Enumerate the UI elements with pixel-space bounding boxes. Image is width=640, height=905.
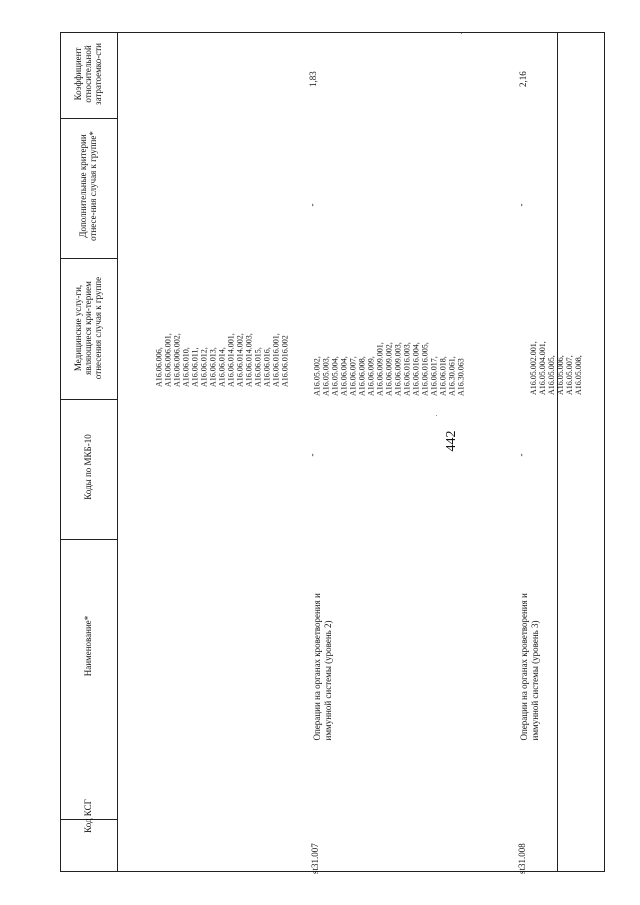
continuation-codes: A16.06.006, A16.06.006.001, A16.06.006.002, A16.06.010, A16.06.011, A16.06.012, A16.06.013, A16.06.014, A16.06.014.001, A16.06.014.002, A16.06.014.003, A16.06.015, A16.06.016, A16.06.016.001, A16.06.016.002 (154, 333, 290, 387)
row-codes-st31-007: A16.05.002, A16.05.003, A16.05.004, A16.06.004, A16.06.007, A16.06.008, A16.06.009, A16.06.009.001, A16.06.009.002, A16.06.009.003, A16.06.016.003, A16.06.016.004, A16.06.016.005, A16.06.017, A16.06.018, A16.30.061, A16.30.063 (312, 342, 466, 396)
row-sep-4 (61, 539, 117, 540)
row-codes-st31-008: A16.05.002.001, A16.05.004.001, A16.05.005, A16.05.006, A16.05.007, A16.05.008, (529, 341, 583, 395)
row-sep-3 (61, 399, 117, 400)
header-name: Наименование* (83, 615, 93, 677)
row-mkb-st31-007: - (307, 453, 317, 457)
header-code: Код КСГ (83, 799, 93, 833)
row-criteria-st31-008: - (516, 203, 526, 207)
col-sep-1 (117, 33, 118, 871)
header-criteria: Дополнительные критерии отнесе-ния случая к группе* (78, 131, 98, 241)
row-sep-2 (61, 258, 117, 259)
row-name-st31-008: Операции на органах кроветворения и иммунной системы (уровень 3) (519, 593, 540, 741)
row-coef-st31-008: 2,16 (518, 71, 528, 87)
row-code-st31-008: st31.008 (517, 843, 527, 874)
row-coef-st31-007: 1,83 (308, 71, 318, 87)
scan-speck (436, 415, 437, 416)
row-mkb-st31-008: - (516, 453, 526, 457)
scan-speck (461, 33, 462, 34)
row-criteria-st31-007: - (307, 203, 317, 207)
ksg-table (60, 32, 605, 872)
header-mkb: Коды по МКБ-10 (83, 434, 93, 500)
row-code-st31-007: st31.007 (310, 843, 320, 874)
row-name-st31-007: Операции на органах кроветворения и иммунной системы (уровень 2) (312, 593, 333, 741)
col-sep-2 (557, 33, 558, 871)
page-number: 442 (444, 430, 459, 452)
header-coef: Коэффициент относительной затратоемко-сти (73, 43, 103, 105)
row-sep-1 (61, 118, 117, 119)
header-services: Медицинские услу-ги, являющиеся кри-терием отнесения случая к группе (73, 276, 103, 380)
